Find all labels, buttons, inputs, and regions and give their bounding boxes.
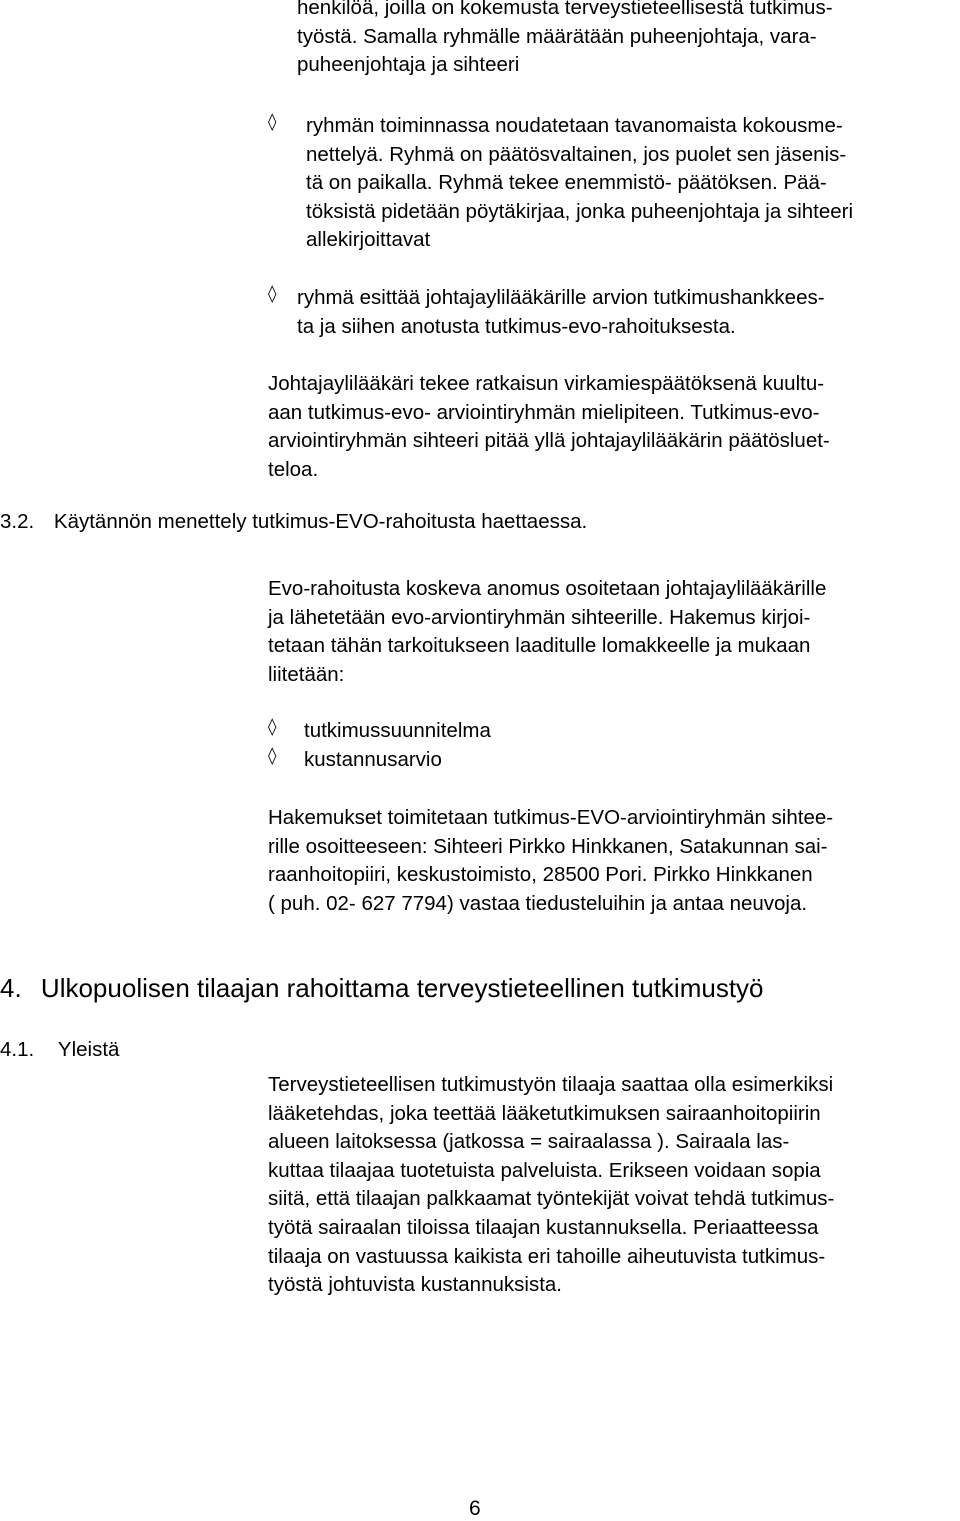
section-heading-4-1 (0, 1038, 400, 1062)
diamond-outline-icon: ◊ (268, 746, 277, 766)
text-line: Hakemukset toimitetaan tutkimus-EVO-arviointiryhmän sihtee- (268, 806, 834, 829)
text-line: työstä johtuvista kustannuksista. (268, 1273, 562, 1297)
delivery-paragraph (268, 804, 956, 918)
diamond-outline-icon: ◊ (268, 284, 277, 304)
general-paragraph (268, 1071, 956, 1300)
text-line: tetaan tähän tarkoitukseen laaditulle lomakkeelle ja mukaan (268, 634, 811, 658)
text-line: alueen laitoksessa (jatkossa = sairaalassa ). Sairaala las- (268, 1130, 790, 1154)
text-line: henkilöä, joilla on kokemusta terveystieteellisestä tutkimus- (297, 0, 833, 19)
bullet-item (268, 112, 956, 255)
section-number: 4. (0, 973, 22, 1003)
text-line: Terveystieteellisen tutkimustyön tilaaja saattaa olla esimerkiksi (268, 1073, 834, 1096)
text-line: ta ja siihen anotusta tutkimus-evo-rahoituksesta. (297, 314, 736, 338)
text-line: siitä, että tilaajan palkkaamat työntekijät voivat tehdä tutkimus- (268, 1187, 835, 1211)
text-line: työstä. Samalla ryhmälle määrätään puheenjohtaja, vara- (297, 24, 817, 48)
decision-paragraph (268, 370, 956, 484)
attachment-item (268, 746, 956, 775)
page-number: 6 (469, 1497, 481, 1520)
application-paragraph (268, 575, 956, 689)
diamond-outline-icon: ◊ (268, 112, 277, 132)
text-line: raanhoitopiiri, keskustoimisto, 28500 Pori. Pirkko Hinkkanen (268, 863, 813, 887)
section-title: Yleistä (57, 1038, 120, 1061)
section-title: Käytännön menettely tutkimus-EVO-rahoitusta haettaessa. (53, 510, 588, 533)
text-line: ( puh. 02- 627 7794) vastaa tiedusteluihin ja antaa neuvoja. (268, 891, 808, 915)
attachment-label: kustannusarvio (304, 748, 442, 771)
text-line: teloa. (268, 457, 319, 481)
text-line: allekirjoittavat (306, 228, 431, 252)
text-line: liitetään: (268, 662, 345, 686)
text-line: tä on paikalla. Ryhmä tekee enemmistö- päätöksen. Pää- (306, 171, 827, 195)
text-line: nettelyä. Ryhmä on päätösvaltainen, jos puolet sen jäsenis- (306, 142, 847, 166)
text-line: työtä sairaalan tiloissa tilaajan kustannuksella. Periaatteessa (268, 1215, 819, 1239)
diamond-outline-icon: ◊ (268, 717, 277, 737)
section-heading-4 (0, 973, 955, 1004)
text-line: Johtajaylilääkäri tekee ratkaisun virkamiespäätöksenä kuultu- (268, 372, 825, 395)
section-number: 3.2. (0, 510, 35, 533)
text-line: puheenjohtaja ja sihteeri (297, 53, 520, 77)
text-line: Evo-rahoitusta koskeva anomus osoitetaan johtajaylilääkärille (268, 577, 827, 600)
text-line: kuttaa tilaajaa tuotetuista palveluista. Erikseen voidaan sopia (268, 1158, 821, 1182)
text-line: ryhmä esittää johtajaylilääkärille arvion tutkimushankkees- (297, 286, 825, 309)
text-line: lääketehdas, joka teettää lääketutkimuksen sairaanhoitopiirin (268, 1101, 821, 1125)
text-line: tilaaja on vastuussa kaikista eri tahoille aiheutuvista tutkimus- (268, 1244, 826, 1268)
text-line: rille osoitteeseen: Sihteeri Pirkko Hinkkanen, Satakunnan sai- (268, 834, 828, 858)
attachment-label: tutkimussuunnitelma (304, 719, 491, 742)
section-number: 4.1. (0, 1038, 35, 1061)
section-heading-3-2 (0, 510, 950, 534)
attachment-item (268, 717, 956, 746)
text-line: arviointiryhmän sihteeri pitää yllä johtajaylilääkärin päätösluet- (268, 429, 830, 453)
section-title: Ulkopuolisen tilaajan rahoittama terveystieteellinen tutkimustyö (40, 973, 764, 1003)
text-line: töksistä pidetään pöytäkirjaa, jonka puheenjohtaja ja sihteeri (306, 199, 854, 223)
text-line: aan tutkimus-evo- arviointiryhmän mielipiteen. Tutkimus-evo- (268, 400, 820, 424)
text-line: ryhmän toiminnassa noudatetaan tavanomaista kokousme- (306, 114, 843, 137)
intro-paragraph (297, 0, 955, 80)
bullet-item (268, 284, 956, 341)
text-line: ja lähetetään evo-arviontiryhmän sihteerille. Hakemus kirjoi- (268, 605, 811, 629)
